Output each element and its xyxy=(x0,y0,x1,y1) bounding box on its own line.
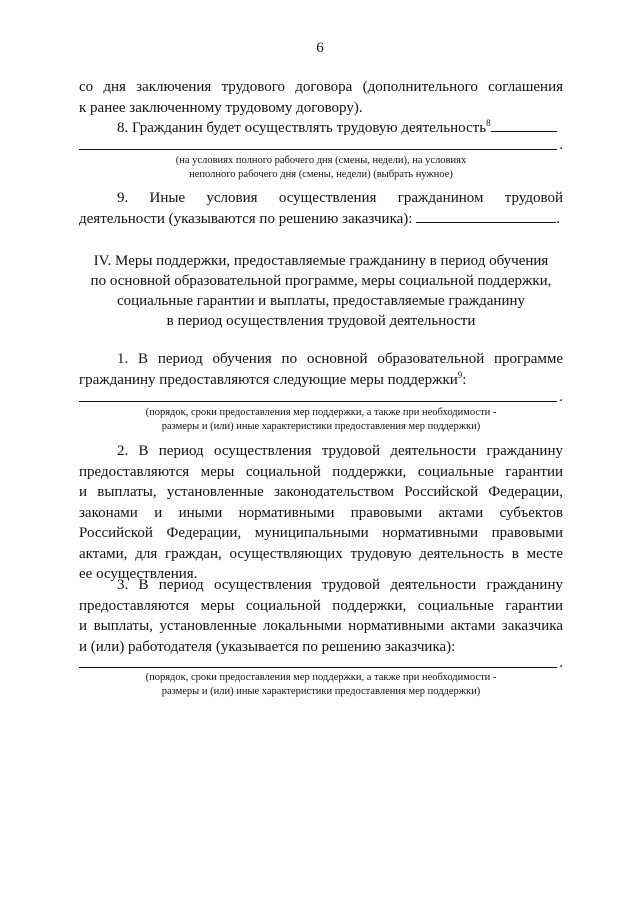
paragraph-section4-item-1 xyxy=(79,349,563,390)
paragraph-line: предоставляются меры социальной поддержки, социальные гарантии xyxy=(79,597,563,614)
paragraph-item-9 xyxy=(79,188,563,229)
page-number: 6 xyxy=(316,40,324,56)
paragraph-line: и выплаты, установленные законодательством Российской Федерации, xyxy=(79,484,563,500)
heading-line: в период осуществления трудовой деятельности xyxy=(166,313,476,329)
fill-in-blank xyxy=(416,210,556,223)
hint-line: размеры и (или) иные характеристики предоставления мер поддержки) xyxy=(161,421,481,432)
paragraph-line: 3. В период осуществления трудовой деятельности гражданину xyxy=(117,577,563,593)
paragraph-line: 9. Иные условия осуществления гражданином трудовой xyxy=(117,190,563,206)
fill-in-line-section4-item-1 xyxy=(79,386,563,406)
paragraph-line: предоставляются меры социальной поддержки, социальные гарантии xyxy=(79,463,563,480)
heading-line: социальные гарантии и выплаты, предоставляемые гражданину xyxy=(116,293,526,309)
rule-period: . xyxy=(559,389,563,405)
hint-line: (порядок, сроки предоставления мер поддержки, а также при необходимости - xyxy=(145,407,497,418)
s4-item-1-text: гражданину предоставляются следующие меры поддержки xyxy=(79,371,458,388)
fill-in-blank xyxy=(491,119,557,132)
underline-rule xyxy=(79,149,557,150)
paragraph-line: 2. В период осуществления трудовой деятельности гражданину xyxy=(117,443,563,459)
underline-rule xyxy=(79,667,557,668)
paragraph-line: и (или) работодателя (указывается по решению заказчика): xyxy=(79,638,456,655)
heading-line: по основной образовательной программе, меры социальной поддержки, xyxy=(90,273,552,289)
paragraph-line: законами и иными нормативными правовыми актами субъектов xyxy=(79,504,563,521)
hint-line: (на условиях полного рабочего дня (смены, недели), на условиях xyxy=(175,155,467,166)
section-heading xyxy=(79,251,563,331)
paragraph-line: ее осуществления. xyxy=(79,566,198,582)
rule-period: . xyxy=(559,137,563,153)
hint-line: размеры и (или) иные характеристики предоставления мер поддержки) xyxy=(161,686,481,697)
paragraph-line: к ранее заключенному трудовому договору). xyxy=(79,99,363,116)
heading-line: IV. Меры поддержки, предоставляемые гражданину в период обучения xyxy=(93,253,549,269)
hint-note-section4-item-3 xyxy=(79,671,563,699)
footnote-ref-8: 8 xyxy=(486,118,491,128)
rule-period: . xyxy=(559,655,563,671)
paragraph-line xyxy=(79,209,563,230)
paragraph-line: актами, для граждан, осуществляющих трудовую деятельность в месте xyxy=(79,545,563,562)
fill-in-line-section4-item-3 xyxy=(79,652,563,672)
hint-note-section4-item-1 xyxy=(79,406,563,434)
item-9-text: деятельности (указываются по решению заказчика): xyxy=(79,210,413,227)
paragraph-continuation xyxy=(79,77,563,118)
line-period: . xyxy=(556,210,560,227)
hint-line: неполного рабочего дня (смены, недели) (выбрать нужное) xyxy=(189,169,453,180)
paragraph-section4-item-3 xyxy=(79,575,563,657)
paragraph-line: со дня заключения трудового договора (дополнительного соглашения xyxy=(79,79,563,95)
paragraph-line: 1. В период обучения по основной образовательной программе xyxy=(117,351,563,367)
item-8-text: 8. Гражданин будет осуществлять трудовую деятельность xyxy=(117,120,487,136)
paragraph-section4-item-2 xyxy=(79,441,563,585)
hint-line: (порядок, сроки предоставления мер поддержки, а также при необходимости - xyxy=(145,672,497,683)
underline-rule xyxy=(79,401,557,402)
paragraph-line: и выплаты, установленные локальными нормативными актами заказчика xyxy=(79,618,563,634)
paragraph-line: гражданину предоставляются следующие меры поддержки$^9$: xyxy=(79,369,467,388)
hint-note-item-8 xyxy=(79,154,563,182)
paragraph-line: Российской Федерации, муниципальными нормативными правовыми xyxy=(79,525,563,541)
fill-in-line-item-8 xyxy=(79,134,563,154)
footnote-ref-9: 9 xyxy=(457,369,463,380)
